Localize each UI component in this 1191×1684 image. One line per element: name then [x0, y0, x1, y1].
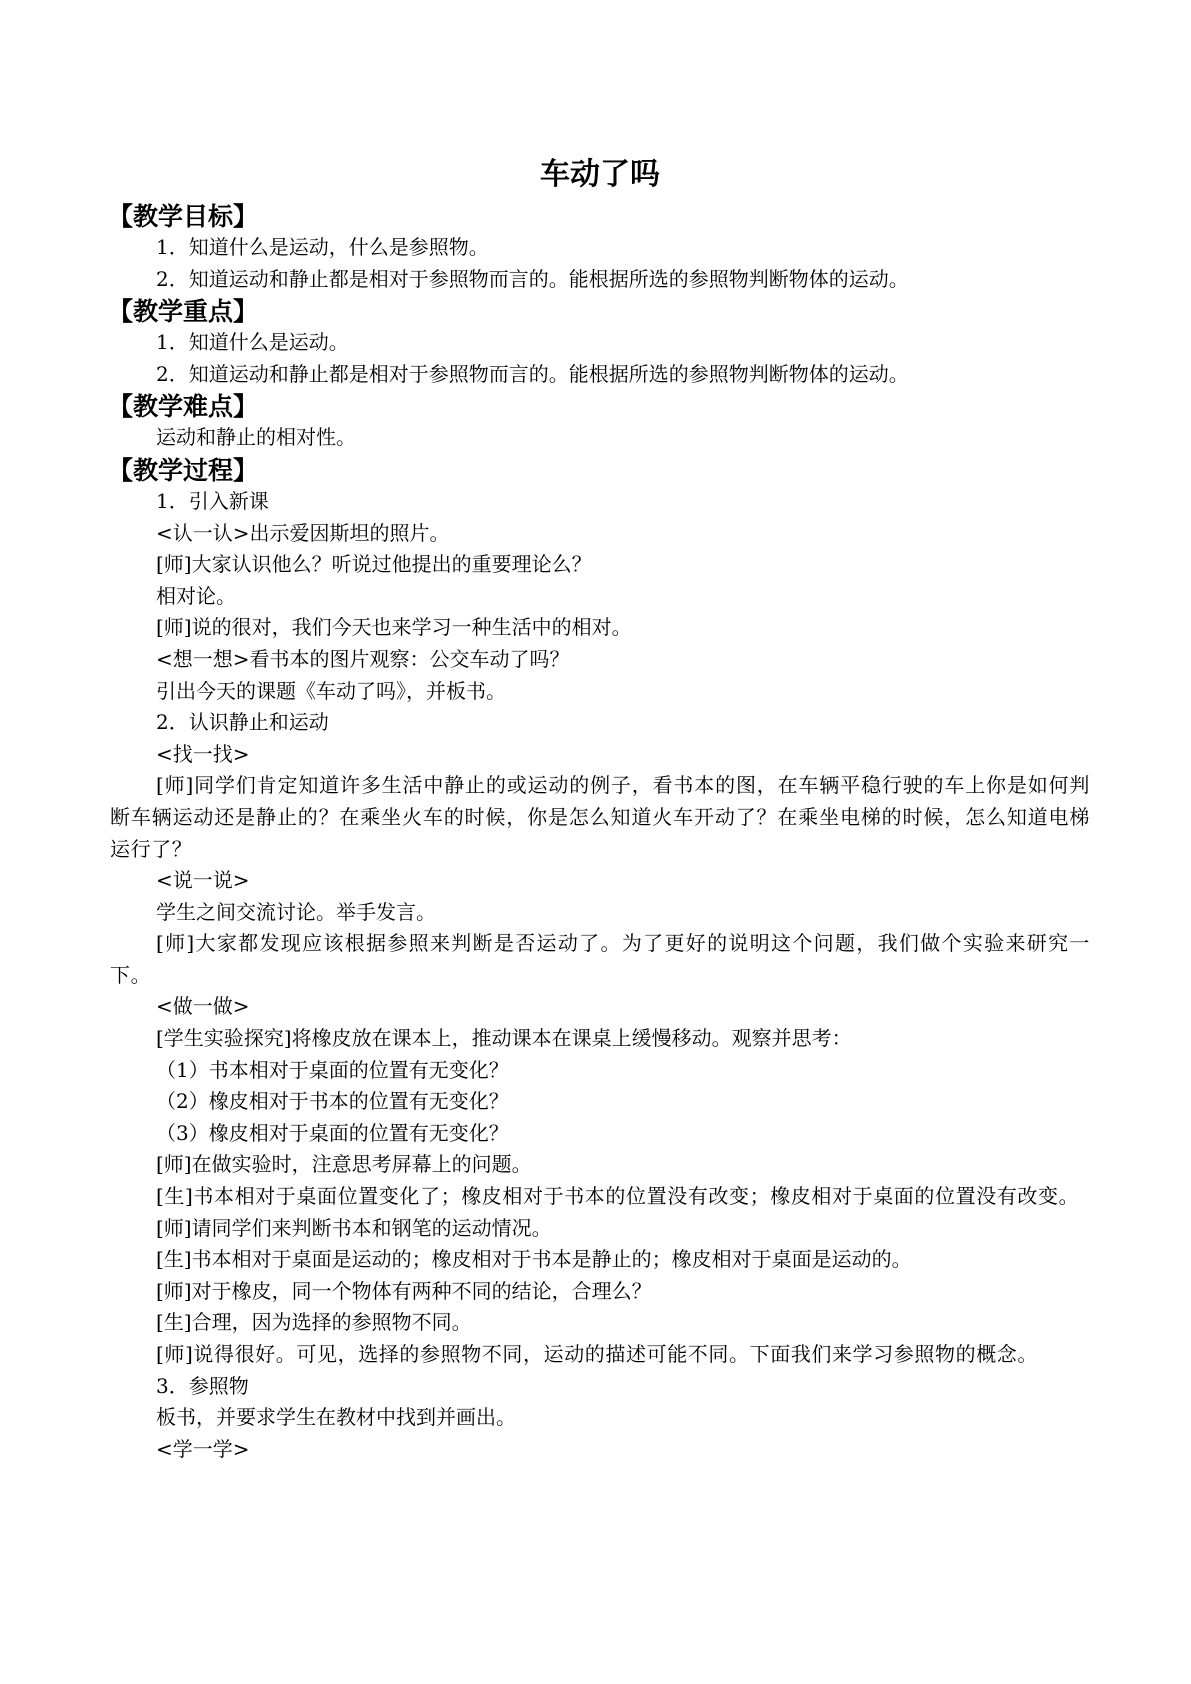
process-paragraph: [师]大家都发现应该根据参照来判断是否运动了。为了更好的说明这个问题，我们做个实验来研究一下。 — [110, 931, 1090, 987]
section-process — [110, 456, 1090, 1465]
document-title: 车动了吗 — [540, 157, 660, 192]
process-line: 板书，并要求学生在教材中找到并画出。 — [156, 1405, 516, 1430]
process-line: <做一做> — [156, 994, 250, 1019]
process-line: <认一认>出示爱因斯坦的照片。 — [156, 520, 450, 545]
process-line: 学生之间交流讨论。举手发言。 — [156, 899, 436, 924]
process-line: 2．认识静止和运动 — [156, 710, 329, 735]
process-line: <说一说> — [156, 868, 250, 893]
process-line: [学生实验探究]将橡皮放在课本上，推动课本在课桌上缓慢移动。观察并思考： — [156, 1026, 852, 1051]
process-line: [生]合理，因为选择的参照物不同。 — [156, 1310, 472, 1335]
process-line: [师]请同学们来判断书本和钢笔的运动情况。 — [156, 1215, 552, 1240]
keypoint-item: 1．知道什么是运动。 — [156, 330, 349, 355]
process-line: [生]书本相对于桌面是运动的；橡皮相对于书本是静止的；橡皮相对于桌面是运动的。 — [156, 1247, 912, 1272]
process-line: <找一找> — [156, 741, 250, 766]
process-paragraph: [师]说得很好。可见，选择的参照物不同，运动的描述可能不同。下面我们来学习参照物的概念。 — [156, 1342, 1039, 1366]
difficulty-item: 运动和静止的相对性。 — [156, 425, 356, 450]
process-line: （3）橡皮相对于桌面的位置有无变化？ — [156, 1120, 509, 1145]
section-heading: 【教学重点】 — [108, 297, 259, 327]
objective-item: 1．知道什么是运动，什么是参照物。 — [156, 235, 489, 259]
process-line: 相对论。 — [156, 583, 236, 608]
process-line: <想一想>看书本的图片观察：公交车动了吗？ — [156, 646, 570, 671]
process-paragraph: [师]同学们肯定知道许多生活中静止的或运动的例子，看书本的图，在车辆平稳行驶的车上你是如何判断车辆运动还是静止的？在乘坐火车的时候，你是怎么知道火车开动了？在乘坐电梯的时候，怎么知道电梯运行了？ — [110, 773, 1090, 861]
section-keypoints — [110, 297, 1090, 390]
process-line: 引出今天的课题《车动了吗》，并板书。 — [156, 678, 506, 703]
section-heading: 【教学目标】 — [108, 202, 259, 231]
process-line: （2）橡皮相对于书本的位置有无变化？ — [156, 1089, 509, 1114]
keypoint-item: 2．知道运动和静止都是相对于参照物而言的。能根据所选的参照物判断物体的运动。 — [156, 361, 909, 386]
section-heading: 【教学过程】 — [108, 455, 259, 485]
process-line: [师]对于橡皮，同一个物体有两种不同的结论，合理么？ — [156, 1278, 652, 1303]
process-line: 3．参照物 — [156, 1373, 249, 1398]
section-heading: 【教学难点】 — [108, 392, 259, 422]
process-paragraph: [生]书本相对于桌面位置变化了；橡皮相对于书本的位置没有改变；橡皮相对于桌面的位置没有改变。 — [156, 1184, 1080, 1209]
process-line: [师]在做实验时，注意思考屏幕上的问题。 — [156, 1152, 532, 1177]
process-line: [师]说的很对，我们今天也来学习一种生活中的相对。 — [156, 615, 632, 640]
objective-item: 2．知道运动和静止都是相对于参照物而言的。能根据所选的参照物判断物体的运动。 — [156, 266, 909, 291]
process-line: （1）书本相对于桌面的位置有无变化？ — [156, 1057, 509, 1082]
section-difficulty — [110, 392, 1090, 454]
process-line: <学一学> — [156, 1436, 250, 1461]
section-objectives — [110, 202, 1090, 295]
process-line: 1．引入新课 — [156, 488, 269, 513]
document-page — [110, 150, 1090, 1465]
process-line: [师]大家认识他么？听说过他提出的重要理论么？ — [156, 552, 592, 577]
